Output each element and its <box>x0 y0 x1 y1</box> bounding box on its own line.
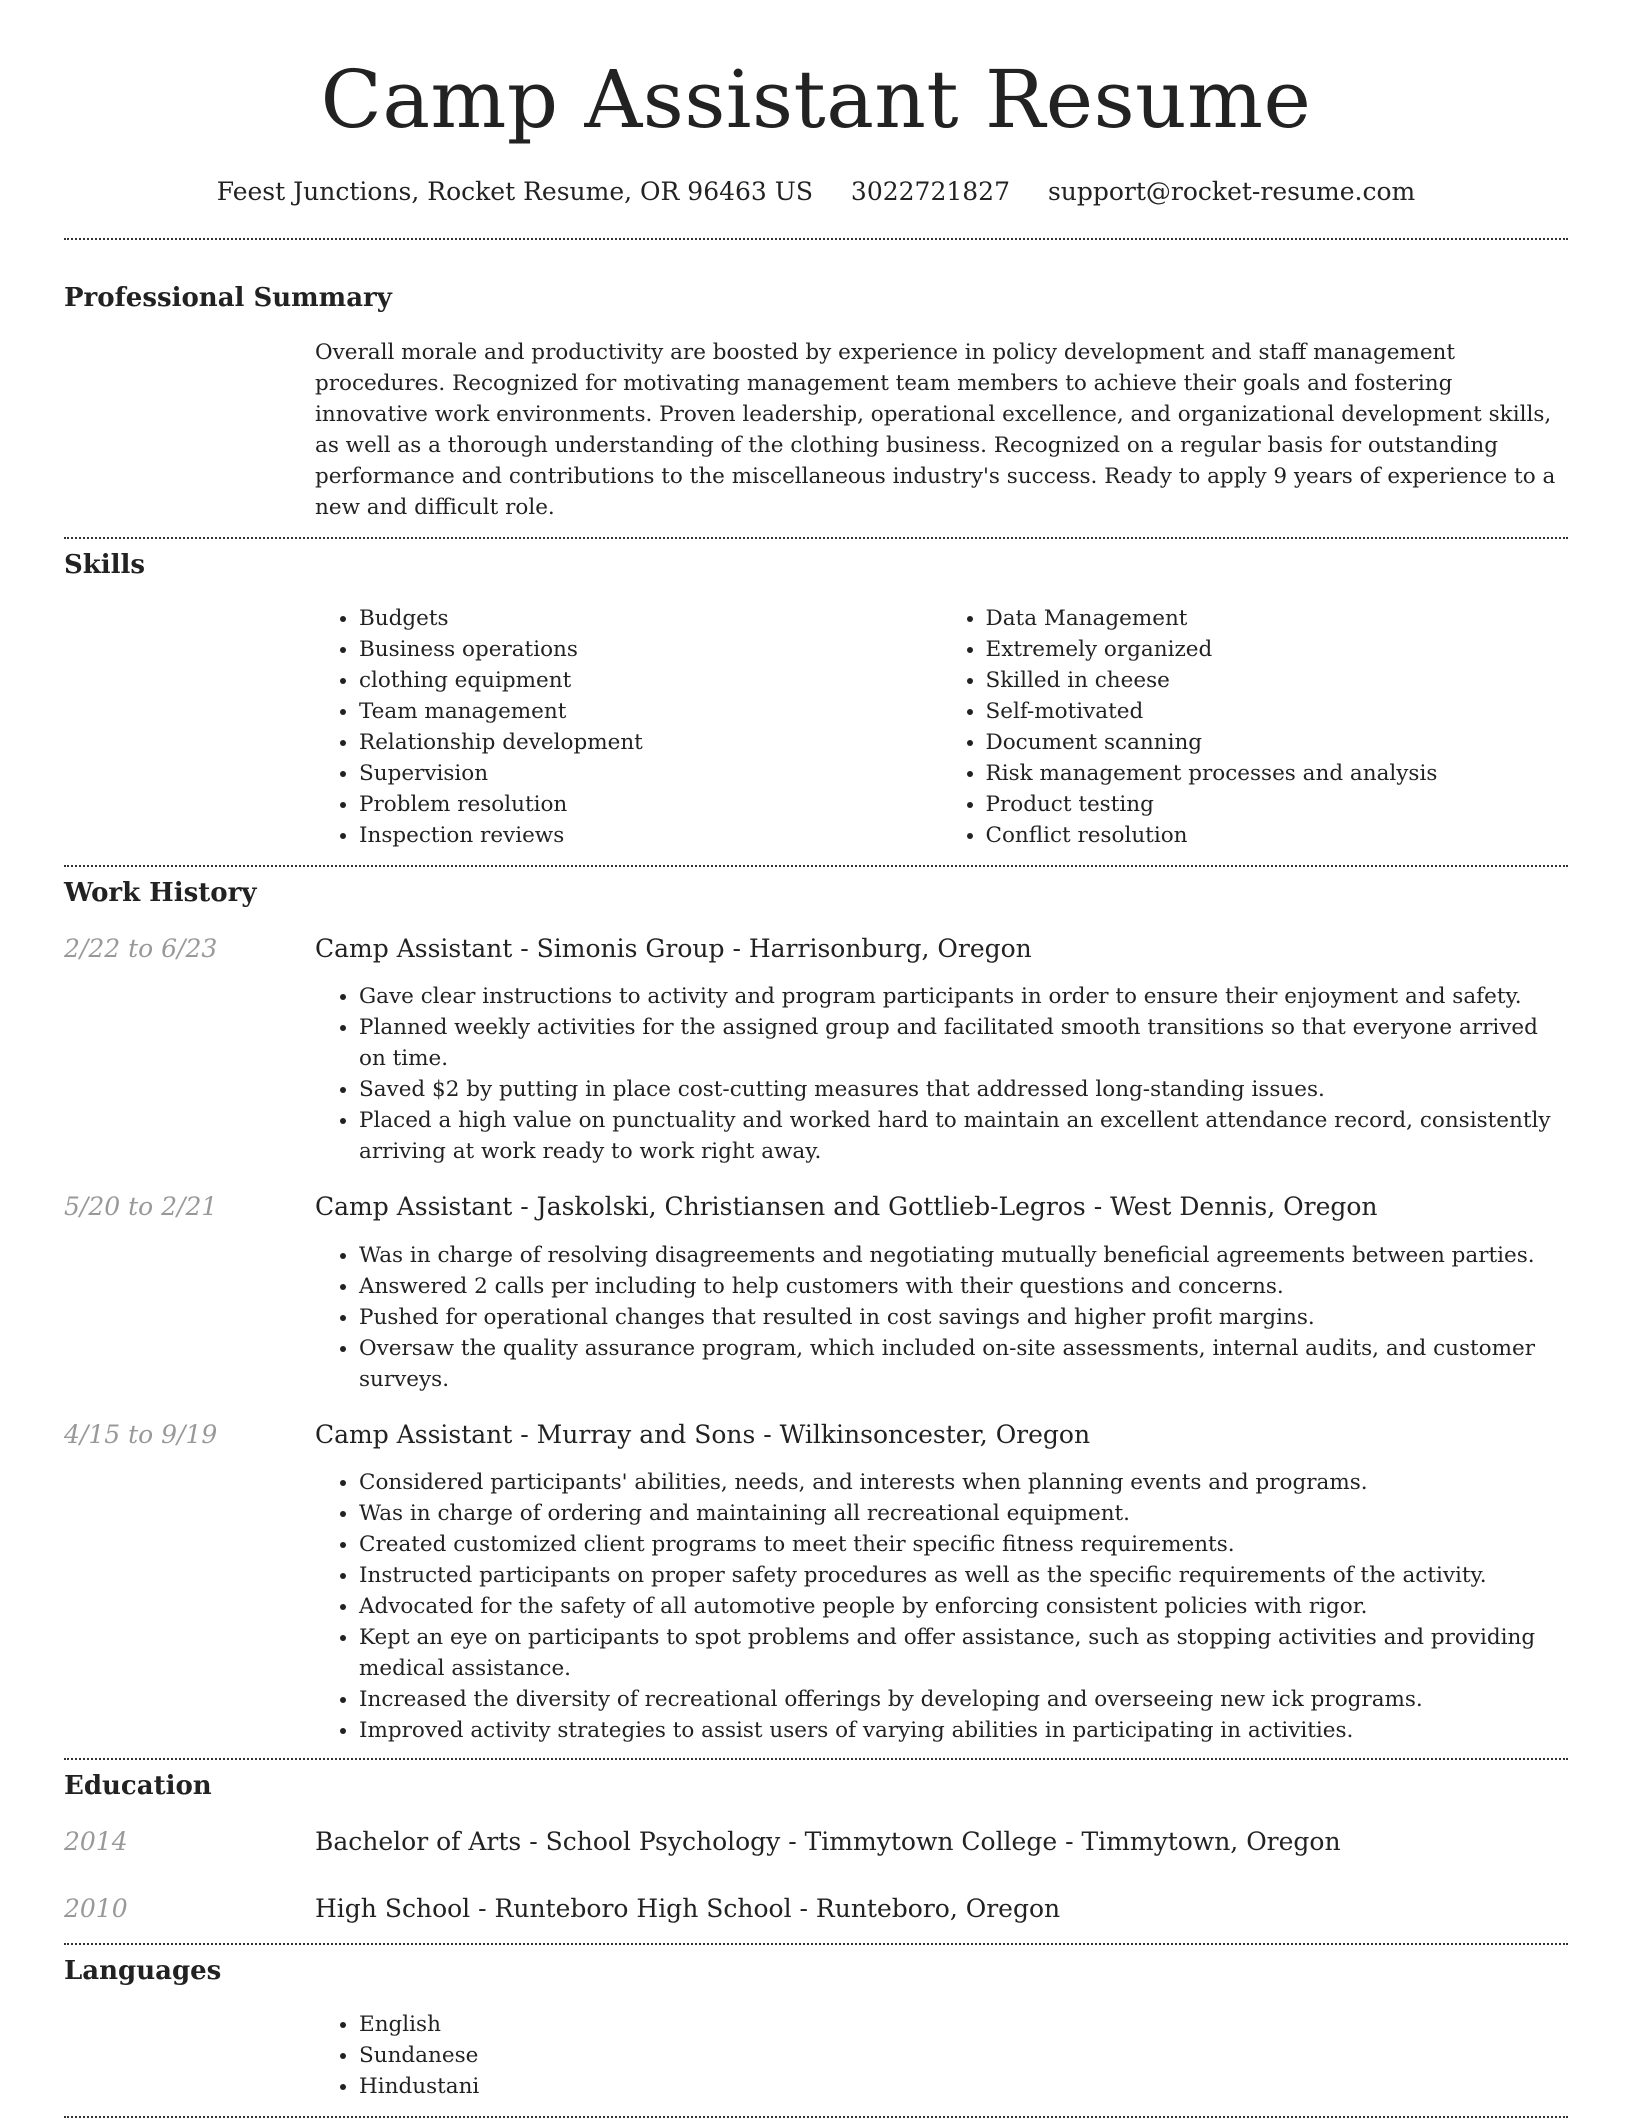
skill-item: • clothing equipment <box>359 665 942 696</box>
skills-list-left <box>315 603 942 851</box>
skill-item: • Document scanning <box>986 727 1569 758</box>
job-bullet: • Planned weekly activities for the assigned group and facilitated smooth transitions so that everyone arrived on time. <box>359 1012 1568 1074</box>
job-dates: 4/15 to 9/19 <box>64 1419 218 1449</box>
contact-line <box>64 176 1568 209</box>
language-item: • Sundanese <box>359 2040 1568 2071</box>
job-bullet: • Was in charge of ordering and maintaining all recreational equipment. <box>359 1498 1568 1529</box>
job-bullet: • Saved $2 by putting in place cost-cutting measures that addressed long-standing issues. <box>359 1074 1568 1105</box>
summary-body <box>315 337 1568 523</box>
job-dates: 2/22 to 6/23 <box>64 933 218 963</box>
job-bullet: • Answered 2 calls per including to help customers with their questions and concerns. <box>359 1271 1568 1302</box>
contact-email: support@rocket-resume.com <box>1047 177 1416 206</box>
education-entry <box>64 1826 1568 1859</box>
education-heading: Education <box>64 1771 212 1802</box>
languages-list <box>315 2009 1568 2102</box>
skill-item: • Problem resolution <box>359 789 942 820</box>
contact-phone: 3022721827 <box>850 177 1010 206</box>
work-section <box>64 867 1568 1746</box>
job-bullet: • Oversaw the quality assurance program, which included on-site assessments, internal audits, and customer surveys. <box>359 1333 1568 1395</box>
skill-item: • Conflict resolution <box>986 820 1569 851</box>
job-header <box>64 1191 1568 1224</box>
job-bullets <box>315 1240 1568 1395</box>
skill-item: • Data Management <box>986 603 1569 634</box>
skill-item: • Supervision <box>359 758 942 789</box>
education-entry <box>64 1893 1568 1926</box>
work-heading: Work History <box>64 878 257 909</box>
language-item: • Hindustani <box>359 2071 1568 2102</box>
education-section <box>64 1760 1568 1925</box>
languages-body <box>315 2009 1568 2102</box>
resume-page <box>64 0 1568 2118</box>
skills-heading: Skills <box>64 550 146 581</box>
job-entry <box>64 1191 1568 1395</box>
skills-list-right <box>942 603 1569 851</box>
skill-item: • Business operations <box>359 634 942 665</box>
job-bullet: • Advocated for the safety of all automotive people by enforcing consistent policies with rigor. <box>359 1591 1568 1622</box>
summary-heading: Professional Summary <box>64 282 392 313</box>
resume-title: Camp Assistant Resume <box>320 53 1312 146</box>
education-year: 2010 <box>64 1893 128 1923</box>
job-bullet: • Gave clear instructions to activity and program participants in order to ensure their enjoyment and safety. <box>359 981 1568 1012</box>
skill-item: • Risk management processes and analysis <box>986 758 1569 789</box>
skill-item: • Self-motivated <box>986 696 1569 727</box>
job-bullets <box>315 1467 1568 1746</box>
skills-grid <box>315 603 1568 851</box>
skill-item: • Inspection reviews <box>359 820 942 851</box>
skill-item: • Team management <box>359 696 942 727</box>
job-entry <box>64 1419 1568 1747</box>
summary-text: Overall morale and productivity are boosted by experience in policy development and staff management procedures. Recognized for motivating management team members to achieve their goals and fostering innovative work environments. Proven leadership, operational excellence, and organizational development skills, as well as a thorough understanding of the clothing business. Recognized on a regular basis for outstanding performance and contributions to the miscellaneous industry's success. Ready to apply 9 years of experience to a new and difficult role. <box>315 340 1556 521</box>
job-bullet: • Placed a high value on punctuality and worked hard to maintain an excellent attendance record, consistently arriving at work ready to work right away. <box>359 1105 1568 1167</box>
education-year: 2014 <box>64 1827 128 1857</box>
job-headline: Camp Assistant - Jaskolski, Christiansen and Gottlieb-Legros - West Dennis, Oregon <box>315 1192 1378 1222</box>
summary-section <box>64 240 1568 524</box>
languages-section <box>64 1945 1568 2102</box>
job-bullet: • Kept an eye on participants to spot problems and offer assistance, such as stopping activities and providing medical assistance. <box>359 1622 1568 1684</box>
job-bullets <box>315 981 1568 1167</box>
job-entry <box>64 933 1568 1168</box>
skill-item: • Budgets <box>359 603 942 634</box>
job-header <box>64 1419 1568 1452</box>
languages-heading: Languages <box>64 1956 222 1987</box>
job-bullet: • Increased the diversity of recreational offerings by developing and overseeing new ick programs. <box>359 1684 1568 1715</box>
job-dates: 5/20 to 2/21 <box>64 1192 218 1222</box>
skills-section <box>64 539 1568 851</box>
skill-item: • Extremely organized <box>986 634 1569 665</box>
skill-item: • Product testing <box>986 789 1569 820</box>
job-bullet: • Pushed for operational changes that resulted in cost savings and higher profit margins. <box>359 1302 1568 1333</box>
job-bullet: • Considered participants' abilities, needs, and interests when planning events and programs. <box>359 1467 1568 1498</box>
job-bullet: • Created customized client programs to meet their specific fitness requirements. <box>359 1529 1568 1560</box>
job-bullet: • Was in charge of resolving disagreements and negotiating mutually beneficial agreements between parties. <box>359 1240 1568 1271</box>
language-item: • English <box>359 2009 1568 2040</box>
skill-item: • Relationship development <box>359 727 942 758</box>
job-bullet: • Improved activity strategies to assist users of varying abilities in participating in activities. <box>359 1715 1568 1746</box>
education-text: High School - Runteboro High School - Runteboro, Oregon <box>315 1893 1061 1923</box>
skill-item: • Skilled in cheese <box>986 665 1569 696</box>
contact-address: Feest Junctions, Rocket Resume, OR 96463 US <box>216 177 813 206</box>
job-bullet: • Instructed participants on proper safety procedures as well as the specific requirements of the activity. <box>359 1560 1568 1591</box>
job-headline: Camp Assistant - Murray and Sons - Wilkinsoncester, Oregon <box>315 1419 1091 1449</box>
education-text: Bachelor of Arts - School Psychology - Timmytown College - Timmytown, Oregon <box>315 1827 1341 1857</box>
job-header <box>64 933 1568 966</box>
job-headline: Camp Assistant - Simonis Group - Harrisonburg, Oregon <box>315 933 1032 963</box>
